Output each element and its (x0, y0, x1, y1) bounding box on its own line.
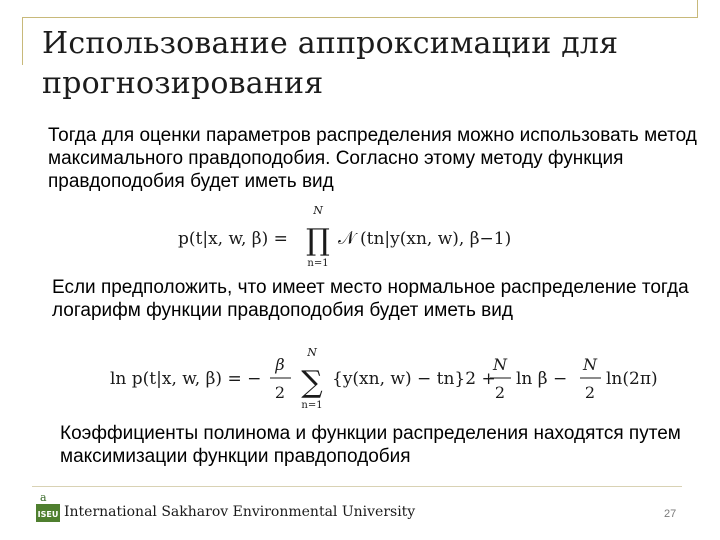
eq2-ln-2pi: ln(2π) (606, 369, 658, 389)
eq2-sum-upper: N (307, 346, 317, 359)
eq1-lhs: p(t|x, w, β) = (178, 229, 288, 249)
eq2-N-num-b: N (583, 355, 597, 374)
eq2-N-num-a: N (493, 355, 507, 374)
frame-right-line (697, 0, 698, 17)
sum-symbol: ∑ (301, 365, 323, 400)
university-name: International Sakharov Environmental University (64, 504, 416, 520)
iseu-logo-icon (34, 490, 62, 524)
frame-top-line (22, 17, 698, 18)
logo-letter: a (40, 491, 47, 504)
eq2-sum-lower: n=1 (301, 400, 323, 411)
paragraph-normal-assumption: Если предположить, что имеет место нормальное распределение тогда логарифм функции правдоподобия будет иметь вид (52, 277, 689, 321)
paragraph-likelihood-intro: Тогда для оценки параметров распределения можно использовать метод максимального правдоподобия. Согласно этому методу функция правдоподобия будет иметь вид (48, 125, 697, 192)
footer-divider (32, 486, 682, 487)
likelihood-equation (178, 200, 518, 270)
eq2-body: {y(xn, w) − tn}2 + (332, 369, 496, 389)
logo-text: ISEU (37, 510, 59, 519)
page-number: 27 (664, 508, 677, 520)
product-symbol: ∏ (306, 223, 330, 258)
eq2-lhs: ln p(t|x, w, β) = − (110, 369, 262, 389)
paragraph-maximization: Коэффициенты полинома и функции распределения находятся путем максимизации функции правдоподобия (60, 423, 681, 467)
slide-title: Использование аппроксимации для прогнозирования (42, 26, 619, 101)
eq2-ln-beta: ln β − (516, 369, 568, 389)
eq1-args: (tn|y(xn, w), β−1) (360, 229, 512, 249)
eq1-normal: 𝒩 (338, 228, 356, 249)
frame-left-line (22, 17, 23, 65)
eq1-prod-lower: n=1 (307, 258, 329, 269)
eq1-prod-upper: N (313, 204, 323, 217)
eq2-two-a: 2 (274, 383, 286, 402)
eq2-two-b: 2 (494, 383, 506, 402)
eq2-two-c: 2 (584, 383, 596, 402)
eq2-beta-num: β (275, 355, 285, 374)
log-likelihood-equation (110, 344, 690, 414)
